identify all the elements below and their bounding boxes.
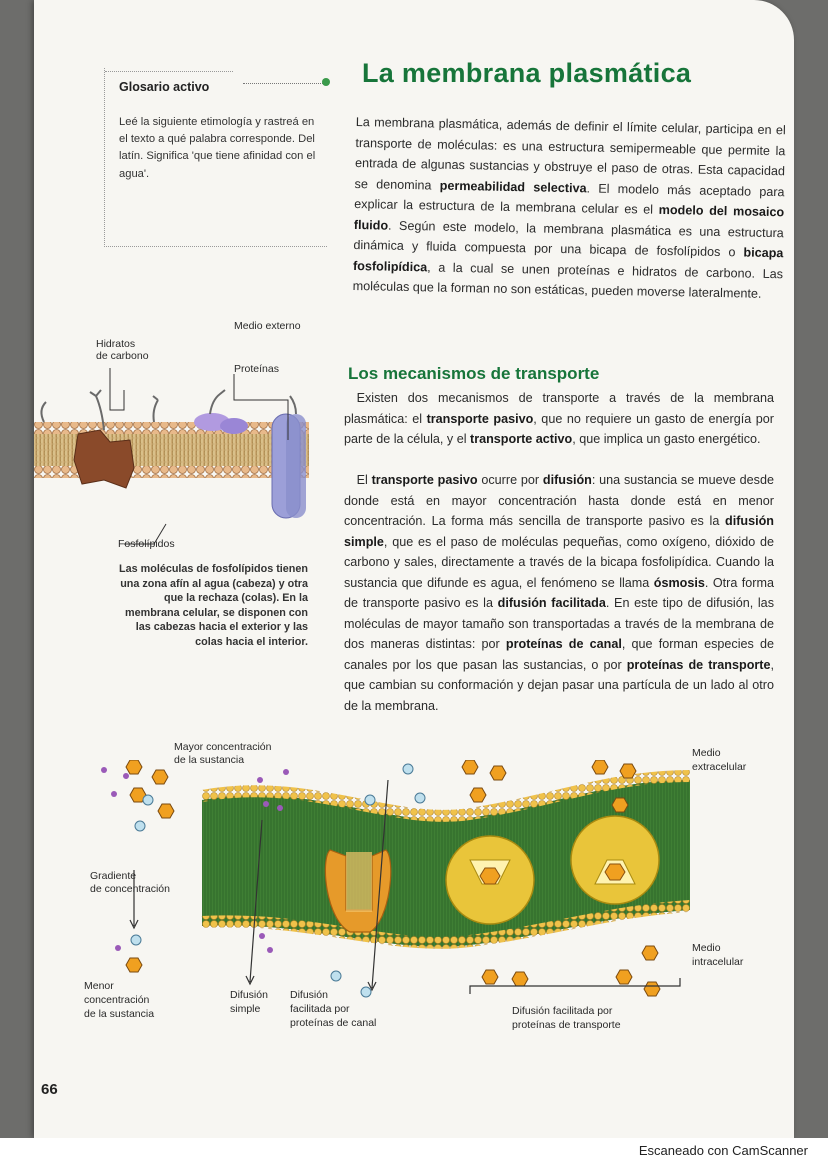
glossary-bullet-icon [322,78,330,86]
glossary-text: Leé la siguiente etimología y rastreá en el texto a qué palabra corresponde. Del latín. Significa 'que tiene afinidad con el agua'. [119,116,316,180]
intro-paragraph: La membrana plasmática, además de definir el límite celular, participa en el transporte de moléculas: es una estructura semipermeable que permite la entrada de algunas sustancias y obstruye el paso de otras. Esta capacidad se denomina permeabilidad selectiva. El modelo más aceptado para explicar la estructura de la membrana celular es el modelo del mosaico fluido. Según este modelo, la membrana plasmática es una estructura dinámica y fluida compuesta por una bicapa de fosfolípidos o bicapa fosfolipídica, a la cual se unen proteínas e hidratos de carbono. Las moléculas que la forman no son estáticas, pueden moverse lateralmente. [352,114,786,301]
label-extra-1: Medio [692,747,721,759]
glossary-box [104,68,327,247]
label-hidratos-2: de carbono [96,350,149,362]
page-number: 66 [41,1081,58,1098]
label-menor-3: de la sustancia [84,1008,155,1020]
label-proteinas: Proteínas [234,363,279,375]
label-menor-2: concentración [84,994,150,1006]
label-mayor-2: de la sustancia [174,754,245,766]
label-extra-2: extracelular [692,761,747,773]
figure-caption: Las moléculas de fosfolípidos tienen una zona afín al agua (cabeza) y otra que la rechaza (colas). En la membrana celular, se disponen con las cabezas hacia el exterior y las colas hacia el interior. [119,563,308,648]
label-transp-2: proteínas de transporte [512,1019,621,1031]
label-intra-1: Medio [692,942,721,954]
label-menor-1: Menor [84,980,114,992]
label-transp-1: Difusión facilitada por [512,1005,613,1017]
label-hidratos-1: Hidratos [96,338,136,350]
label-mayor-1: Mayor concentración [174,741,272,753]
glossary-dotted-line [243,83,323,84]
label-simple-2: simple [230,1003,261,1015]
label-canal-2: facilitada por [290,1003,350,1015]
section-title: Los mecanismos de transporte [348,364,600,383]
label-gradiente-1: Gradiente [90,870,137,882]
transport-diagram [90,760,690,1030]
label-medio-externo: Medio externo [234,320,301,332]
membrane-illustration [34,330,324,560]
label-intra-2: intracelular [692,956,744,968]
label-canal-3: proteínas de canal [290,1017,377,1029]
scanner-watermark: Escaneado con CamScanner [638,1143,808,1158]
label-simple-1: Difusión [230,989,268,1001]
glossary-title: Glosario activo [119,80,210,94]
transport-paragraph-2: El transporte pasivo ocurre por difusión: una sustancia se mueve desde donde está en mayor concentración hasta donde está en menor concentración. La forma más sencilla de transporte pasivo es la difusión simple, que es el paso de moléculas pequeñas, como oxígeno, dióxido de carbono y sales, directamente a través de la bicapa fosfolipídica. Cuando la sustancia que difunde es agua, el fenómeno se llama ósmosis. Otra forma de transporte pasivo es la difusión facilitada. En este tipo de difusión, las moléculas de mayor tamaño son transportadas a través de la membrana de dos maneras distintas: por proteínas de canal, que forman especies de canales por los que pasan las sustancias, o por proteínas de transporte, que cambian su conformación y dejan pasar una partícula de un lado al otro de la membrana. [344,473,775,713]
label-gradiente-2: de concentración [90,883,170,895]
page-title: La membrana plasmática [362,58,692,88]
carrier-protein-left-icon [446,836,534,924]
glossary-top-border [105,71,233,72]
carrier-protein-right-icon [571,816,659,904]
transport-paragraph-1: Existen dos mecanismos de transporte a través de la membrana plasmática: el transporte pasivo, que no requiere un gasto de energía por parte de la célula, y el transporte activo, que implica un gasto energético. [344,391,774,446]
label-fosfolipidos: Fosfolípidos [118,538,175,550]
label-canal-1: Difusión [290,989,328,1001]
